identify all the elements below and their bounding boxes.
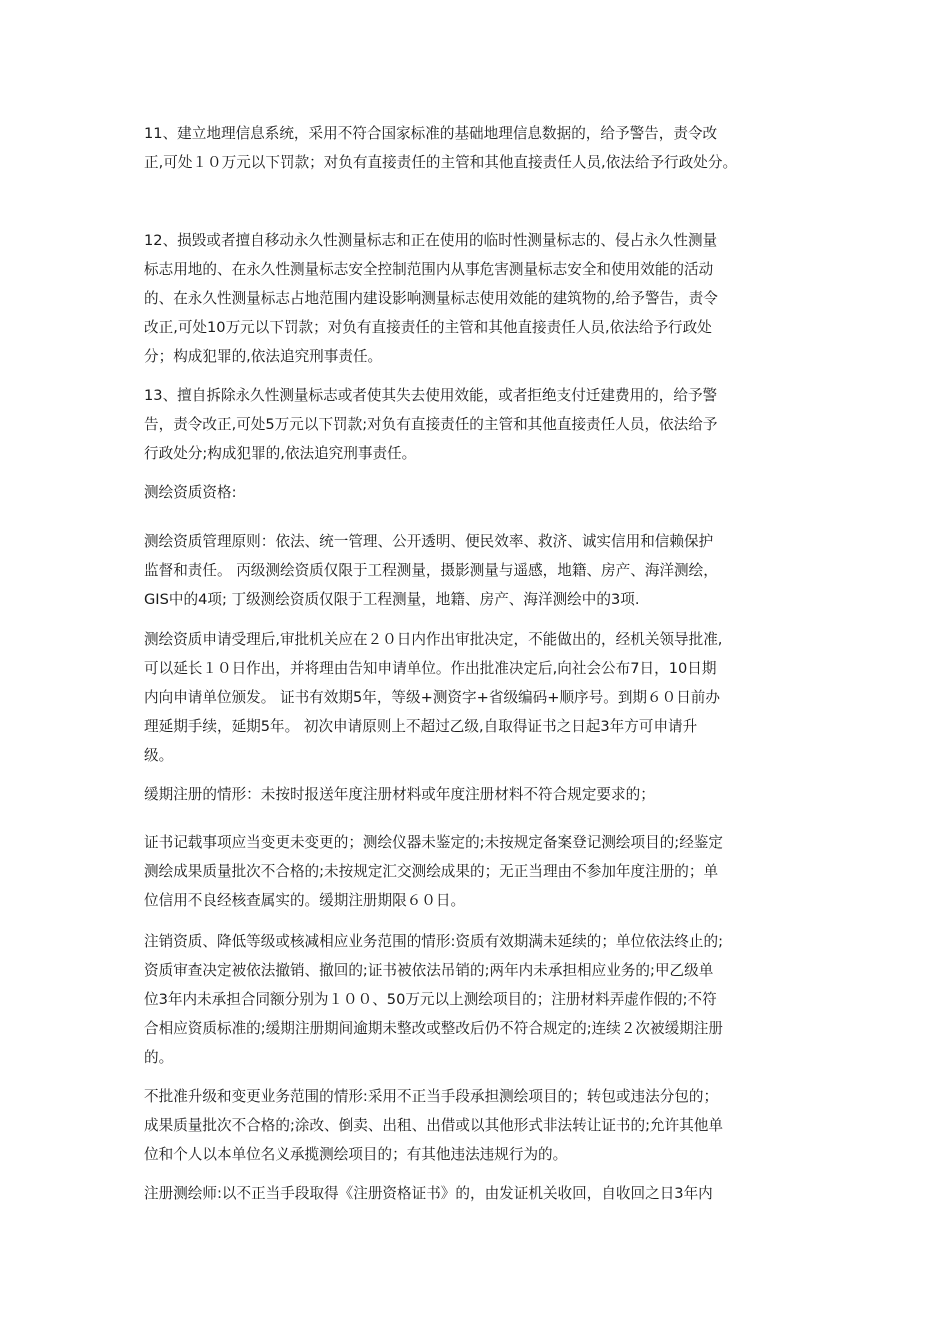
text-line: 测绘资质资格: — [144, 484, 237, 501]
text-line: 13、擅自拆除永久性测量标志或者使其失去使用效能，或者拒绝支付迁建费用的，给予警 — [144, 387, 718, 404]
text-line: 缓期注册的情形：未按时报送年度注册材料或年度注册材料不符合规定要求的； — [144, 786, 655, 803]
text-line: 12、损毁或者擅自移动永久性测量标志和正在使用的临时性测量标志的、侵占永久性测量 — [144, 232, 718, 249]
text-line: 11、建立地理信息系统，采用不符合国家标准的基础地理信息数据的，给予警告，责令改 — [144, 125, 718, 142]
text-line: 分；构成犯罪的,依法追究刑事责任。 — [144, 348, 383, 365]
text-line: 资质审查决定被依法撤销、撤回的;证书被依法吊销的;两年内未承担相应业务的;甲乙级单 — [144, 962, 714, 979]
paragraph-article-12 — [144, 226, 718, 371]
text-line: 不批准升级和变更业务范围的情形:采用不正当手段承担测绘项目的；转包或违法分包的； — [144, 1088, 719, 1105]
text-line: 测绘成果质量批次不合格的;未按规定汇交测绘成果的；无正当理由不参加年度注册的；单 — [144, 863, 719, 880]
text-line: 测绘资质申请受理后,审批机关应在２０日内作出审批决定，不能做出的，经机关领导批准, — [144, 631, 723, 648]
text-line: 位3年内未承担合同额分别为１００、50万元以上测绘项目的；注册材料弄虚作假的;不符 — [144, 991, 717, 1008]
text-line: 理延期手续，延期5年。 初次申请原则上不超过乙级,自取得证书之日起3年方可申请升 — [144, 718, 698, 735]
paragraph-qualification-principles — [144, 527, 718, 614]
text-line: 位信用不良经核查属实的。缓期注册期限６０日。 — [144, 892, 466, 909]
text-line: 可以延长１０日作出，并将理由告知申请单位。作出批准决定后,向社会公布7日，10日期 — [144, 660, 717, 677]
text-line: 注销资质、降低等级或核减相应业务范围的情形:资质有效期满未延续的；单位依法终止的; — [144, 933, 723, 950]
paragraph-registered-surveyor — [144, 1179, 713, 1208]
text-line: GIS中的4项; 丁级测绘资质仅限于工程测量，地籍、房产、海洋测绘中的3项. — [144, 591, 640, 608]
paragraph-upgrade-rejection — [144, 1082, 723, 1169]
text-line: 合相应资质标准的;缓期注册期间逾期未整改或整改后仍不符合规定的;连续２次被缓期注册 — [144, 1020, 723, 1037]
section-heading-qualification — [144, 478, 236, 507]
text-line: 注册测绘师:以不正当手段取得《注册资格证书》的，由发证机关收回，自收回之日3年内 — [144, 1185, 713, 1202]
text-line: 级。 — [144, 747, 174, 764]
text-line: 内向申请单位颁发。 证书有效期5年，等级+测资字+省级编码+顺序号。到期６０日前办 — [144, 689, 720, 706]
paragraph-article-11 — [144, 119, 737, 177]
text-line: 成果质量批次不合格的;涂改、倒卖、出租、出借或以其他形式非法转让证书的;允许其他单 — [144, 1117, 723, 1134]
text-line: 行政处分;构成犯罪的,依法追究刑事责任。 — [144, 445, 417, 462]
text-line: 测绘资质管理原则：依法、统一管理、公开透明、便民效率、救济、诚实信用和信赖保护 — [144, 533, 714, 550]
paragraph-cancellation — [144, 927, 723, 1072]
text-line: 证书记载事项应当变更未变更的；测绘仪器未鉴定的;未按规定备案登记测绘项目的;经鉴定 — [144, 834, 723, 851]
text-line: 告，责令改正,可处5万元以下罚款;对负有直接责任的主管和其他直接责任人员，依法给予 — [144, 416, 718, 433]
text-line: 的、在永久性测量标志占地范围内建设影响测量标志使用效能的建筑物的,给予警告，责令 — [144, 290, 718, 307]
text-line: 标志用地的、在永久性测量标志安全控制范围内从事危害测量标志安全和使用效能的活动 — [144, 261, 714, 278]
paragraph-deferred-registration — [144, 780, 655, 809]
text-line: 改正,可处10万元以下罚款；对负有直接责任的主管和其他直接责任人员,依法给予行政处 — [144, 319, 712, 336]
text-line: 位和个人以本单位名义承揽测绘项目的；有其他违法违规行为的。 — [144, 1146, 568, 1163]
paragraph-qualification-application — [144, 625, 722, 770]
text-line: 监督和责任。 丙级测绘资质仅限于工程测量，摄影测量与遥感，地籍、房产、海洋测绘， — [144, 562, 718, 579]
text-line: 的。 — [144, 1049, 174, 1066]
paragraph-certificate-changes — [144, 828, 723, 915]
text-line: 正,可处１０万元以下罚款；对负有直接责任的主管和其他直接责任人员,依法给予行政处分。 — [144, 154, 738, 171]
paragraph-article-13 — [144, 381, 717, 468]
